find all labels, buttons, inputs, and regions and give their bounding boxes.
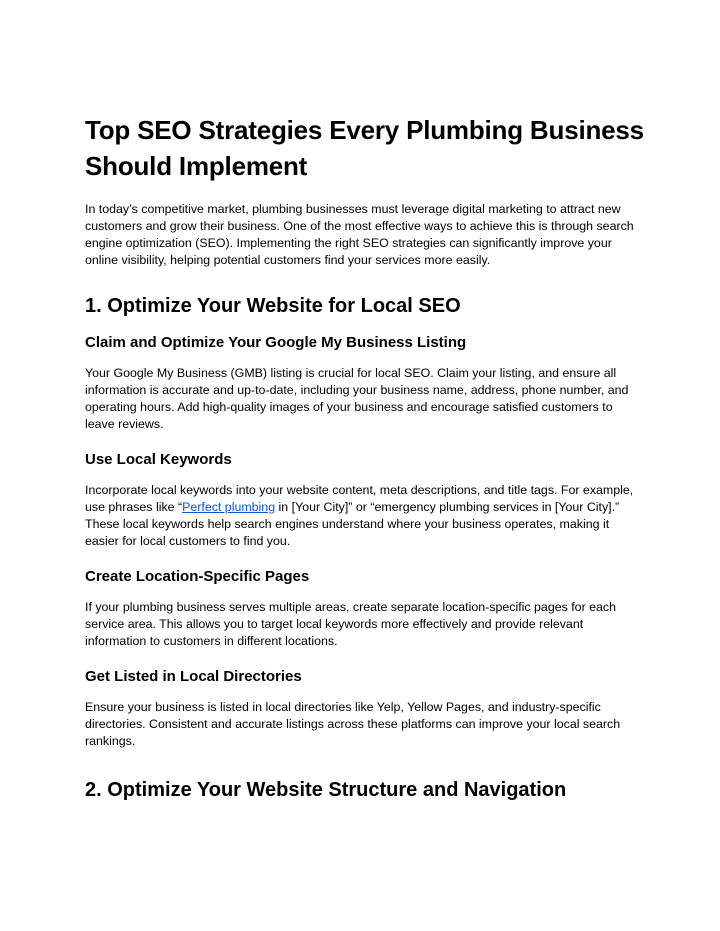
section-2-heading: 2. Optimize Your Website Structure and Navigation: [85, 779, 567, 801]
location-pages-heading: Create Location-Specific Pages: [85, 568, 310, 585]
document-page: [85, 112, 645, 819]
gmb-heading: Claim and Optimize Your Google My Business Listing: [85, 334, 467, 351]
location-pages-paragraph: If your plumbing business serves multiple areas, create separate location-specific pages for each service area. This allows you to target local keywords more effectively and provide relevant information to customers in different locations.: [85, 600, 617, 648]
document-title: Top SEO Strategies Every Plumbing Business Should Implement: [85, 115, 644, 181]
keywords-paragraph: [85, 482, 645, 550]
directories-paragraph: Ensure your business is listed in local directories like Yelp, Yellow Pages, and industry-specific directories. Consistent and accurate listings across these platforms can improve your local search rankings.: [85, 700, 621, 748]
intro-paragraph: In today’s competitive market, plumbing businesses must leverage digital marketing to attract new customers and grow their business. One of the most effective ways to achieve this is through search engine optimization (SEO). Implementing the right SEO strategies can significantly improve your online visibility, helping potential customers find your services more easily.: [85, 202, 634, 267]
directories-heading: Get Listed in Local Directories: [85, 668, 302, 685]
perfect-plumbing-link[interactable]: Perfect plumbing: [182, 500, 276, 514]
keywords-text-before: Incorporate local keywords into your website content, meta descriptions, and title tags. For example, use phrases like “: [85, 483, 634, 514]
gmb-paragraph: Your Google My Business (GMB) listing is crucial for local SEO. Claim your listing, and ensure all information is accurate and up-to-date, including your business name, address, phone number, and operating hours. Add high-quality images of your business and encourage satisfied customers to leave reviews.: [85, 366, 629, 431]
keywords-text-after: in [Your City]” or “emergency plumbing services in [Your City].” These local keywords help search engines understand where your business operates, making it easier for local customers to find you.: [85, 500, 620, 548]
keywords-heading: Use Local Keywords: [85, 451, 232, 468]
section-1-heading: 1. Optimize Your Website for Local SEO: [85, 295, 461, 317]
